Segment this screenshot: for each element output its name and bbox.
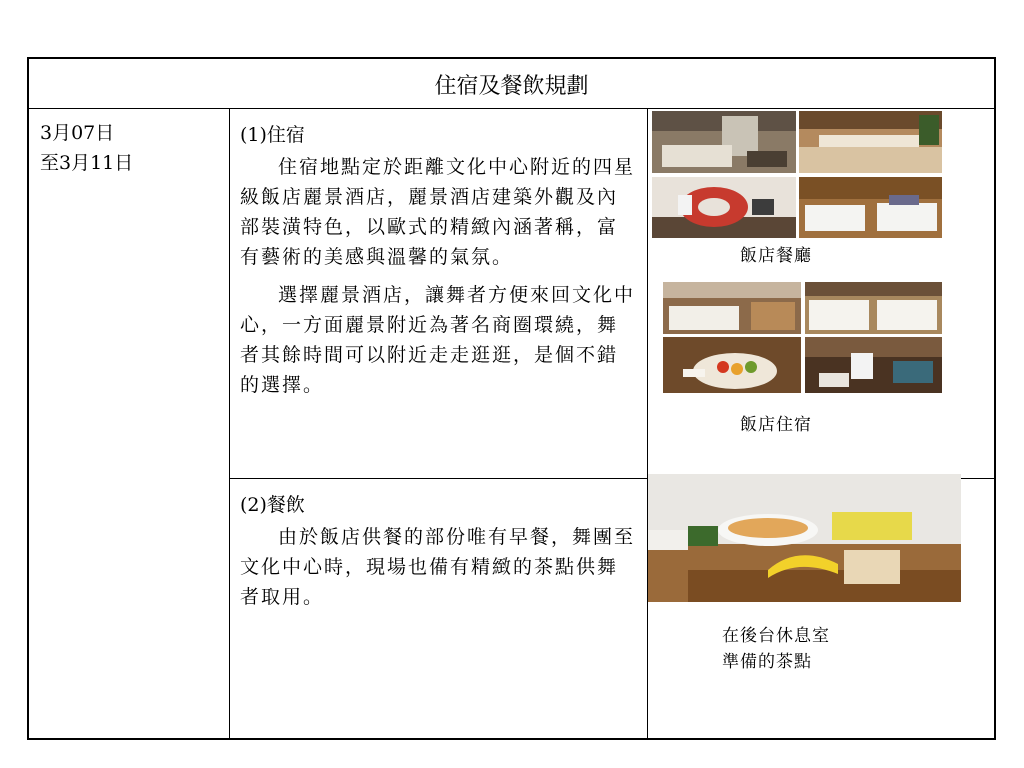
table-title: 住宿及餐飲規劃 <box>434 73 589 99</box>
room-photo-3 <box>663 337 801 393</box>
title-row-divider <box>29 108 994 109</box>
restaurant-photo-3 <box>652 177 796 238</box>
snacks-caption-line-2: 準備的茶點 <box>722 652 812 672</box>
image-column-divider <box>647 109 648 739</box>
rooms-caption: 飯店住宿 <box>740 415 812 435</box>
lodging-text <box>240 152 638 408</box>
room-photo-2 <box>805 282 942 334</box>
dining-paragraph-1: 由於飯店供餐的部份唯有早餐，舞團至文化中心時，現場也備有精緻的茶點供舞者取用。 <box>240 526 636 608</box>
snacks-caption-line-1: 在後台休息室 <box>722 626 830 646</box>
lodging-heading: (1)住宿 <box>240 124 305 146</box>
date-range <box>40 118 133 178</box>
date-start: 3月07日 <box>40 122 115 144</box>
snacks-caption <box>722 623 830 675</box>
restaurant-photo-2 <box>799 111 942 173</box>
date-end: 至3月11日 <box>40 152 134 174</box>
lodging-paragraph-1: 住宿地點定於距離文化中心附近的四星級飯店麗景酒店，麗景酒店建築外觀及內部裝潢特色，以歐式的精緻內涵著稱，富有藝術的美感與溫馨的氣氛。 <box>240 156 636 268</box>
room-photo-4 <box>805 337 942 393</box>
restaurant-caption: 飯店餐廳 <box>740 246 812 266</box>
room-photo-1 <box>663 282 801 334</box>
snacks-photo <box>648 474 961 602</box>
dining-text <box>240 522 638 620</box>
restaurant-photo-4 <box>799 177 942 238</box>
date-column-divider <box>229 109 230 739</box>
dining-heading: (2)餐飲 <box>240 494 305 516</box>
lodging-paragraph-2: 選擇麗景酒店，讓舞者方便來回文化中心，一方面麗景附近為著名商圈環繞，舞者其餘時間可以附近走走逛逛，是個不錯的選擇。 <box>240 284 636 396</box>
restaurant-photo-1 <box>652 111 796 173</box>
